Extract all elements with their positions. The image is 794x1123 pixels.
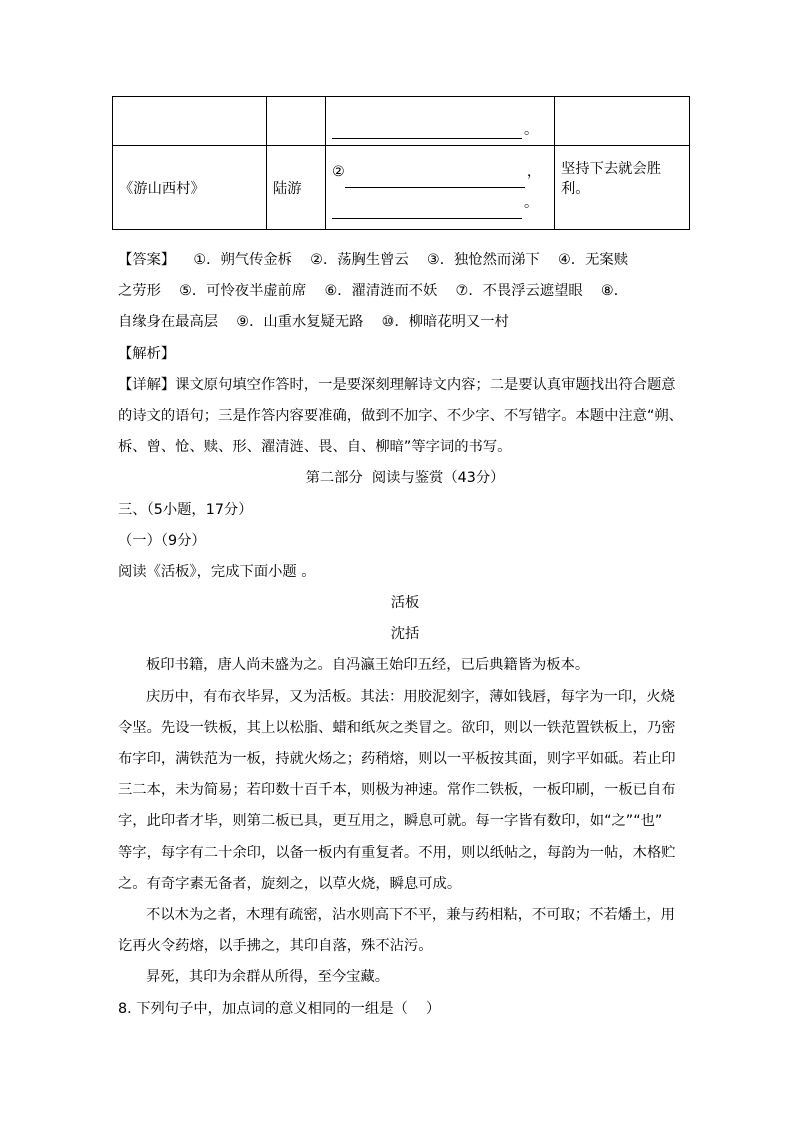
fill-blank[interactable]: [332, 124, 522, 139]
title-cell: [113, 97, 267, 146]
punctuation: 。: [524, 194, 539, 211]
passage-line: 昇死，其印为余群从所得，至今宝藏。: [146, 969, 390, 986]
author-cell: [267, 97, 326, 146]
passage-line: 三二本，未为简易；若印数十百千本，则极为神速。常作二铁板，一板印刷，一板已自布: [118, 782, 676, 799]
answer-line: 【答案】 ①．朔气传金柝 ②．荡胸生曾云 ③．独怆然而涕下 ④．无案赎: [118, 252, 628, 268]
fill-blank[interactable]: [332, 204, 522, 219]
passage-author: 沈括: [390, 626, 420, 643]
question-group-heading: 三、（5小题，17分）: [118, 501, 253, 518]
explanation-line: 柝、曾、怆、赎、形、濯清涟、畏、自、柳暗”等字词的书写。: [118, 439, 512, 456]
analysis-heading: 【解析】: [118, 345, 176, 362]
answer-line: 自缘身在最高层 ⑨．山重水复疑无路 ⑩．柳暗花明又一村: [118, 314, 509, 331]
meaning-cell: [555, 97, 690, 146]
passage-line: 之。有奇字素无备者，旋刻之，以草火烧，瞬息可成。: [118, 875, 462, 892]
explanation-line: 【详解】课文原句填空作答时，一是要深刻理解诗文内容；二是要认真审题找出符合题意: [118, 376, 676, 393]
title-cell: 《游山西村》: [113, 146, 267, 230]
subsection-heading: （一）（9分）: [118, 532, 206, 549]
document-body: [118, 245, 692, 1025]
fill-blank[interactable]: [345, 173, 525, 188]
passage-line: 板印书籍，唐人尚未盛为之。自冯瀛王始印五经，已后典籍皆为板本。: [146, 657, 590, 674]
verse-cell: [326, 97, 555, 146]
explanation-line: 的诗文的语句；三是作答内容要准确，做到不加字、不少字、不写错字。本题中注意“朔、: [118, 407, 683, 424]
punctuation: ，: [526, 163, 542, 180]
meaning-cell: 坚持下去就会胜利。: [555, 146, 690, 230]
passage-line: 令坚。先设一铁板，其上以松脂、蜡和纸灰之类冒之。欲印，则以一铁范置铁板上，乃密: [118, 719, 676, 736]
passage-title: 活板: [390, 595, 420, 612]
passage-line: 讫再火令药熔，以手拂之，其印自落，殊不沾污。: [118, 938, 433, 955]
passage-line: 等字，每字有二十余印，以备一板内有重复者。不用，则以纸帖之，每韵为一帖，木格贮: [118, 844, 676, 861]
answer-line: 之劳形 ⑤．可怜夜半虚前席 ⑥．濯清涟而不妖 ⑦．不畏浮云遮望眼 ⑧．: [118, 283, 628, 300]
table-row: [113, 97, 690, 146]
passage-line: 布字印，满铁范为一板，持就火炀之；药稍熔，则以一平板按其面，则字平如砥。若止印: [118, 751, 676, 767]
verse-cell: [326, 146, 555, 230]
blank-marker: ②: [332, 163, 345, 180]
passage-line: 不以木为之者，木理有疏密，沾水则高下不平，兼与药相粘，不可取；不若燔土，用: [146, 906, 675, 923]
passage-line: 字，此印者才毕，则第二板已具，更互用之，瞬息可就。每一字皆有数印，如“之”“也”: [118, 813, 663, 830]
passage-line: 庆历中，有布衣毕昇，又为活板。其法：用胶泥刻字，薄如钱唇，每字为一印，火烧: [146, 688, 675, 705]
table-row: [113, 146, 690, 230]
reading-instruction: 阅读《活板》，完成下面小题 。: [118, 563, 316, 580]
punctuation: 。: [524, 122, 539, 138]
section-heading: 第二部分 阅读与鉴赏（43分）: [305, 470, 505, 487]
question-8: 8. 下列句子中，加点词的意义相同的一组是（ ）: [118, 1000, 441, 1017]
poem-fill-table: [112, 96, 690, 230]
author-cell: 陆游: [267, 146, 326, 230]
